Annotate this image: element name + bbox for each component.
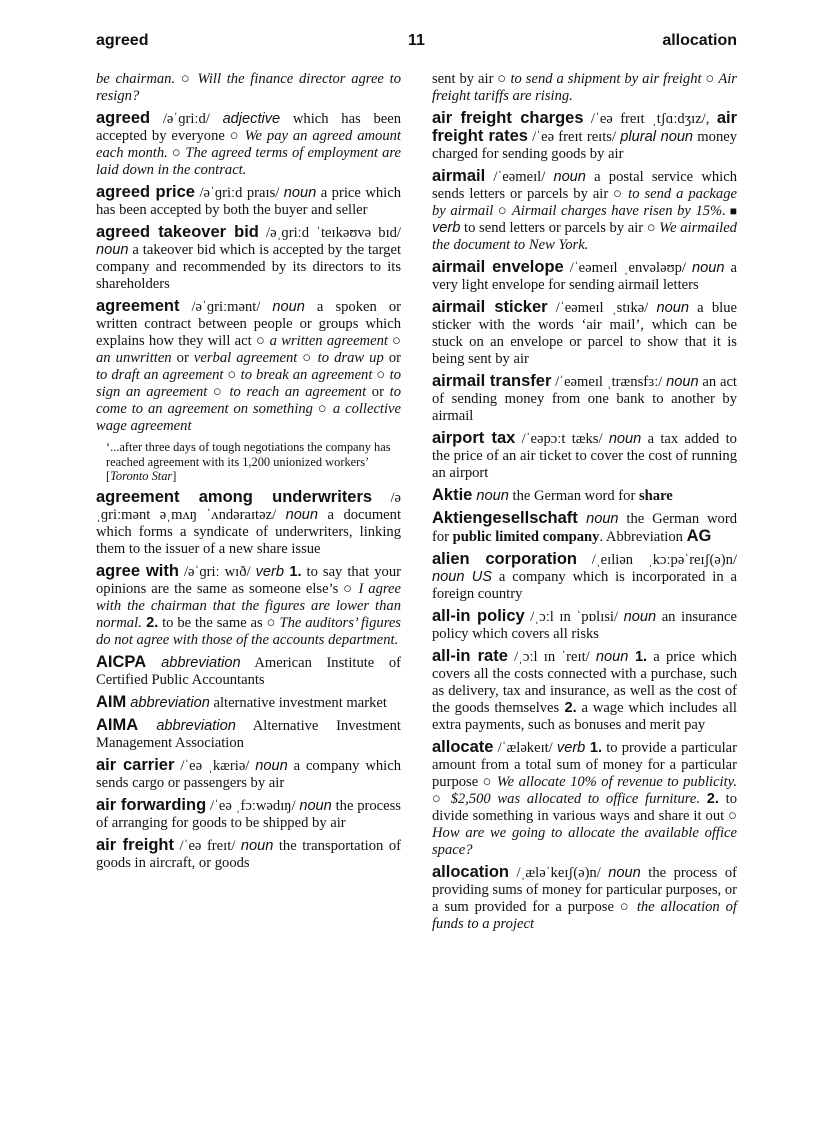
part-of-speech: noun: [691, 260, 725, 276]
pronunciation: /ˈeə freɪt ˌtʃɑːdʒɪz/,: [583, 111, 717, 127]
headword: agreement: [96, 297, 180, 315]
headword: alien corporation: [432, 550, 577, 568]
part-of-speech: noun US: [432, 569, 493, 585]
example: The auditors’ figures do not agree with those of the accounts department.: [96, 614, 401, 648]
headword: allocate: [432, 738, 494, 756]
headword: AICPA: [96, 652, 147, 671]
entry-aktie: [432, 487, 737, 505]
definition: a company which sends cargo or passengers by air: [96, 757, 401, 791]
example: to come to an agreement on something ○ a collective wage agreement: [96, 384, 401, 434]
part-of-speech: noun: [666, 374, 699, 390]
pronunciation: /ˌeɪliən ˌkɔːpəˈreɪʃ(ə)n/: [576, 552, 737, 568]
definition: American Institute of Certified Public Accountants: [96, 654, 401, 688]
part-of-speech: verb: [556, 740, 586, 756]
example: to draft an agreement ○ to break an agreement ○ to sign an agreement ○ to reach an agreement: [96, 367, 401, 400]
part-of-speech: noun: [656, 300, 689, 316]
sense-number: 1.: [628, 649, 648, 665]
entry-aktiengesellschaft: [432, 510, 737, 546]
pronunciation: /ˈeə freɪt reɪts/: [527, 129, 621, 145]
definition: a tax added to the price of an air ticket to cover the cost of running an airport: [432, 431, 737, 481]
headword: all-in rate: [432, 647, 508, 665]
definition: a price which covers all the costs connected with a purchase, such as delivery, tax and insurance, as well as the cost of the goods themselves: [432, 649, 737, 716]
pronunciation: /əˌɡriːmənt əˌmʌŋ ˈʌndəraɪtəz/: [96, 489, 401, 523]
entry-air-freight: [96, 837, 401, 872]
quote-source: Toronto Star: [110, 469, 173, 483]
definition: a blue sticker with the words ‘air mail’, which can be stuck on an envelope or parcel to show that it is being sent by air: [432, 300, 737, 367]
headword: AIM: [96, 692, 127, 711]
headword: Aktiengesellschaft: [432, 509, 578, 527]
headword: air forwarding: [96, 795, 207, 814]
pronunciation: /ˈeəmeɪl ˌtrænsfɜː/: [551, 374, 667, 390]
entry-airmail: [432, 168, 737, 254]
header-last-word: allocation: [662, 32, 737, 49]
entry-all-in-rate: [432, 648, 737, 734]
headword-variant: air freight rates: [432, 109, 737, 145]
entry-air-freight-charges: [432, 110, 737, 163]
part-of-speech: noun: [96, 242, 129, 258]
part-of-speech: abbreviation: [138, 717, 236, 734]
continued-entry: be chairman. ○ Will the finance director agree to resign?: [96, 71, 401, 104]
headword: allocation: [432, 863, 510, 881]
part-of-speech: noun: [595, 649, 629, 665]
abbreviation: AG: [686, 527, 712, 545]
definition: an act of sending money from one bank to another by airmail: [432, 374, 737, 424]
headword: AIMA: [96, 715, 139, 734]
part-of-speech: verb: [432, 220, 461, 236]
pronunciation: /əˌɡriːd ˈteɪkəʊvə bɪd/: [258, 225, 401, 241]
part-of-speech: noun: [608, 431, 642, 447]
entry-airport-tax: [432, 430, 737, 482]
definition: the process of arranging for goods to be shipped by air: [96, 797, 401, 831]
part-of-speech: noun: [285, 506, 319, 523]
definition: a document which forms a syndicate of underwriters, linking them to the issuer of a new share issue: [96, 506, 401, 557]
part-of-speech: verb: [255, 563, 284, 580]
entry-allocate: [432, 739, 737, 859]
entry-agreement-among-underwriters: [96, 489, 401, 558]
pronunciation: /ˈeə ˌkæriə/: [174, 757, 256, 774]
part-of-speech: adjective: [222, 111, 281, 127]
headword: agree with: [96, 561, 179, 580]
entry-alien-corporation: [432, 551, 737, 603]
entry-aima: [96, 717, 401, 752]
definition: alternative investment market: [209, 694, 387, 711]
headword: air freight: [96, 835, 174, 854]
entry-air-carrier: [96, 757, 401, 792]
definition: a postal service which sends letters or parcels by air ○: [432, 169, 737, 202]
definition: the German word for: [508, 488, 639, 504]
connector: or: [171, 350, 194, 366]
headword: Aktie: [432, 486, 473, 504]
page-number: 11: [408, 32, 425, 49]
connector: or: [366, 384, 390, 400]
entry-agree-with: [96, 563, 401, 649]
pronunciation: /ˈæləkeɪt/: [493, 740, 557, 756]
headword: agreement among underwriters: [96, 487, 373, 506]
entry-agreement: [96, 298, 401, 435]
headword: airmail: [432, 167, 486, 185]
headword: all-in policy: [432, 607, 525, 625]
definition: a price which has been accepted by both the buyer and seller: [96, 185, 401, 218]
definition: an insurance policy which covers all risks: [432, 609, 737, 642]
definition: sent by air ○: [432, 71, 511, 87]
entry-air-forwarding: [96, 797, 401, 832]
sense-number: 2.: [706, 791, 719, 807]
right-column: [432, 71, 737, 938]
cross-reference: public limited company: [452, 529, 600, 545]
citation-quote: [106, 440, 401, 484]
definition: to divide something in various ways and share it out ○: [432, 791, 737, 824]
part-of-speech: noun: [240, 837, 274, 854]
definition: to be the same as ○: [158, 614, 280, 631]
definition: a spoken or written contract between people or groups which explains how they will act ○: [96, 299, 401, 349]
pronunciation: /ˈeəmeɪl ˌstɪkə/: [547, 300, 657, 316]
pronunciation: /əˈɡriːd praɪs/: [194, 185, 284, 201]
pronunciation: /ˈeə ˌfɔːwədɪŋ/: [206, 797, 300, 814]
headword: airmail sticker: [432, 298, 548, 316]
entry-airmail-transfer: [432, 373, 737, 425]
headword: agreed price: [96, 183, 195, 201]
pronunciation: /əˈɡriːmənt/: [179, 299, 273, 315]
example: I agree with the chairman that the figures are lower than normal.: [96, 580, 401, 631]
definition: to provide a particular amount from a total sum of money for a particular purpose ○: [432, 740, 738, 790]
definition: the German word for: [432, 511, 737, 545]
example: a written agreement ○ an unwritten: [96, 333, 401, 366]
sense-number: 2.: [141, 614, 159, 631]
pronunciation: /ˌɔːl ɪn ˈpɒlɪsi/: [524, 609, 624, 625]
definition: to send letters or parcels by air ○: [460, 220, 660, 236]
headword: airmail transfer: [432, 372, 552, 390]
sense-number: 1.: [585, 740, 603, 756]
part-of-speech: abbreviation: [146, 654, 241, 671]
example: We pay an agreed amount each month. ○ The agreed terms of employment are laid down in the contract.: [96, 128, 401, 178]
entry-aicpa: [96, 654, 401, 689]
entry-agreed-takeover-bid: [96, 224, 401, 293]
definition: money charged for sending goods by air: [432, 129, 738, 162]
page-header: [96, 32, 737, 54]
headword: air freight charges: [432, 109, 584, 127]
entry-agreed-price: [96, 184, 401, 219]
definition: which has been accepted by everyone ○: [96, 111, 401, 144]
part-of-speech: plural noun: [620, 129, 694, 145]
headword: agreed: [96, 109, 151, 127]
part-of-speech: noun: [553, 169, 586, 185]
example: to send a package by airmail ○ Airmail charges have risen by 15%.: [432, 186, 737, 219]
pronunciation: /əˈɡriː wɪð/: [178, 563, 256, 580]
pronunciation: /əˈɡriːd/: [150, 111, 223, 127]
definition: a takeover bid which is accepted by the target company and recommended by its directors to its shareholders: [96, 242, 401, 292]
part-of-speech: noun: [283, 185, 317, 201]
pronunciation: /ˈeəpɔːt tæks/: [515, 431, 609, 447]
example: verbal agreement ○ to draw up: [193, 350, 384, 366]
definition: a very light envelope for sending airmail letters: [432, 260, 737, 293]
cross-reference: share: [638, 488, 673, 504]
entry-agreed: [96, 110, 401, 179]
definition: to say that your opinions are the same as someone else’s ○: [96, 563, 401, 597]
definition: the transportation of goods in aircraft, or goods: [96, 837, 401, 871]
quote-end: ]: [172, 469, 177, 483]
square-bullet-icon: ■: [725, 204, 738, 218]
entry-airmail-envelope: [432, 259, 737, 294]
part-of-speech: noun: [272, 299, 305, 315]
pronunciation: /ˌɔːl ɪn ˈreɪt/: [507, 649, 596, 665]
example: We allocate 10% of revenue to publicity. ○ $2,500 was allocated to office furniture.: [432, 774, 737, 807]
left-column: [96, 71, 401, 877]
sense-number: 2.: [559, 700, 577, 716]
sense-number: 1.: [283, 563, 302, 580]
definition: Alternative Investment Management Association: [96, 717, 401, 751]
header-first-word: agreed: [96, 32, 149, 49]
example: How are we going to allocate the available office space?: [432, 825, 737, 858]
definition: a wage which includes all extra payments, such as bonuses and merit pay: [432, 700, 737, 733]
pronunciation: /ˈeəmeɪl/: [485, 169, 554, 185]
example: We airmailed the document to New York.: [432, 220, 737, 253]
headword: air carrier: [96, 755, 175, 774]
continued-entry: [432, 71, 737, 105]
entry-all-in-policy: [432, 608, 737, 643]
part-of-speech: noun: [255, 757, 288, 774]
pronunciation: /ˈeə freɪt/: [174, 837, 241, 854]
connector: or: [383, 350, 401, 366]
example: to send a shipment by air freight ○ Air freight tariffs are rising.: [432, 71, 737, 104]
definition: . Abbreviation: [599, 529, 687, 545]
entry-allocation: [432, 864, 737, 933]
definition: a company which is incorporated in a foreign country: [432, 569, 738, 602]
part-of-speech: noun: [608, 865, 641, 881]
part-of-speech: noun: [623, 609, 657, 625]
pronunciation: /ˌæləˈkeɪʃ(ə)n/: [509, 865, 609, 881]
example: the allocation of funds to a project: [432, 899, 737, 932]
entry-aim: [96, 694, 401, 712]
entry-airmail-sticker: [432, 299, 737, 368]
headword: agreed takeover bid: [96, 223, 259, 241]
part-of-speech: abbreviation: [126, 694, 210, 711]
part-of-speech: noun: [472, 488, 509, 504]
headword: airmail envelope: [432, 258, 564, 276]
quote-text: ‘...after three days of tough negotiations the company has reached agreement with its 1,200 unionized workers’ [: [106, 440, 391, 483]
part-of-speech: noun: [299, 797, 332, 814]
part-of-speech: noun: [577, 511, 619, 527]
definition: the process of providing sums of money for particular purposes, or a sum provided for a purpose ○: [432, 865, 738, 915]
headword: airport tax: [432, 429, 516, 447]
pronunciation: /ˈeəmeɪl ˌenvələʊp/: [563, 260, 692, 276]
